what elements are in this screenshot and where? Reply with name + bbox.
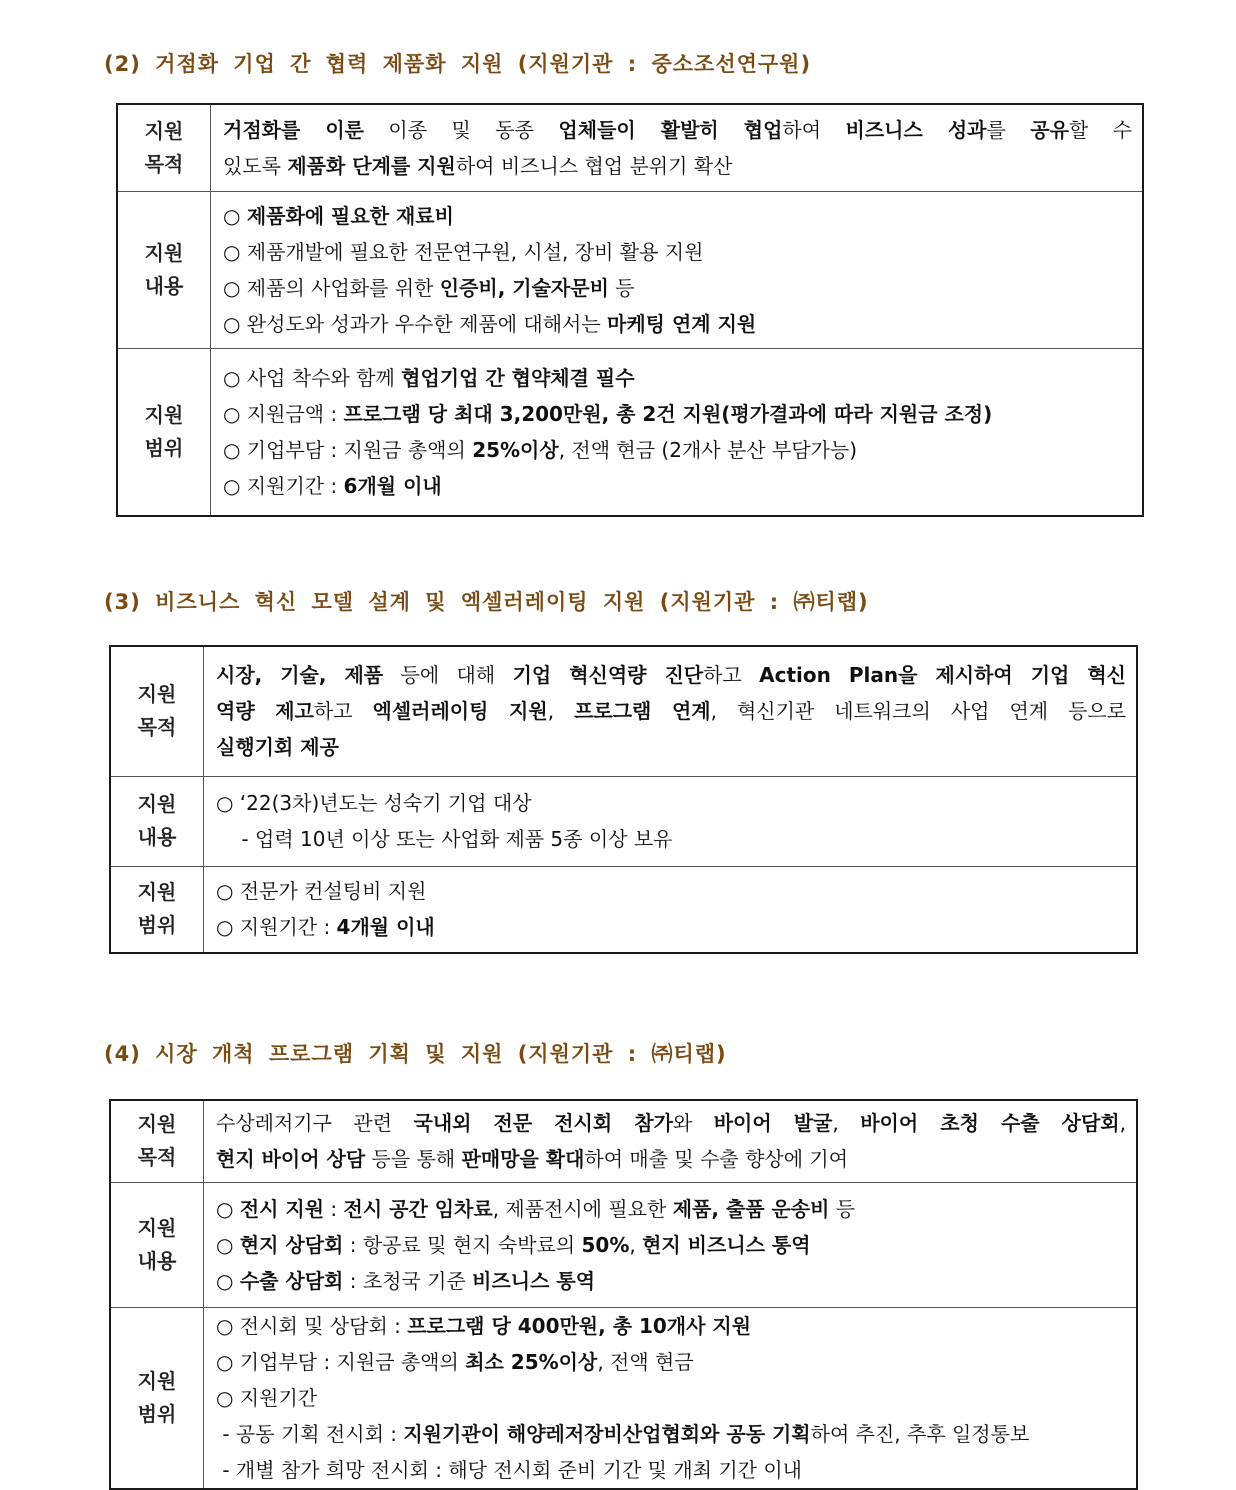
emphasis-text: 전시 지원 bbox=[239, 1196, 325, 1221]
body-text: 수상레저기구 관련 bbox=[216, 1111, 414, 1136]
content-line bbox=[216, 785, 1126, 821]
body-text: , 제품전시에 필요한 bbox=[492, 1196, 673, 1221]
emphasis-text: 수출 상담회 bbox=[239, 1268, 344, 1293]
emphasis-text: 현지 바이어 상담 bbox=[216, 1147, 366, 1172]
body-text: 하고 bbox=[313, 699, 373, 724]
body-text: ○ 기업부담 : 지원금 총액의 bbox=[216, 1349, 466, 1374]
row-content bbox=[211, 104, 1144, 191]
row-label: 지원 범위 bbox=[117, 348, 211, 516]
table-row bbox=[110, 776, 1137, 866]
emphasis-text: 시장, 기술, 제품 bbox=[216, 663, 384, 688]
emphasis-text: 기업 혁신역량 진단 bbox=[512, 663, 704, 688]
emphasis-text: 현지 상담회 bbox=[239, 1232, 344, 1257]
table-row bbox=[110, 1100, 1137, 1182]
row-label: 지원 내용 bbox=[110, 776, 204, 866]
support-table bbox=[109, 1099, 1138, 1490]
body-text: 를 bbox=[986, 117, 1031, 142]
emphasis-text: 제품, 출품 운송비 bbox=[672, 1196, 830, 1221]
content-line bbox=[216, 821, 1126, 857]
emphasis-text: 공유 bbox=[1030, 117, 1069, 142]
body-text: 등에 대해 bbox=[383, 663, 513, 688]
body-text: , 전액 현금 bbox=[597, 1349, 694, 1374]
body-text: , 전액 현금 (2개사 분산 부담가능) bbox=[558, 437, 858, 462]
emphasis-text: 제품화에 필요한 재료비 bbox=[246, 203, 454, 228]
body-text: : 초청국 기준 bbox=[343, 1268, 473, 1293]
content-line bbox=[216, 729, 1126, 765]
body-text: ○ bbox=[216, 1268, 240, 1293]
content-line bbox=[216, 1105, 1126, 1141]
body-text: ○ 지원기간 : bbox=[216, 915, 337, 940]
content-line bbox=[216, 657, 1126, 693]
body-text: 하고 bbox=[703, 663, 760, 688]
body-text: 하여 비즈니스 협업 분위기 확산 bbox=[455, 153, 733, 178]
table-row bbox=[117, 104, 1143, 191]
content-line bbox=[216, 1191, 1126, 1227]
emphasis-text: 전시 공간 임차료 bbox=[343, 1196, 493, 1221]
section-title: (3) 비즈니스 혁신 모델 설계 및 엑셀러레이팅 지원 (지원기관 : ㈜티랩) bbox=[104, 590, 869, 614]
emphasis-text: 프로그램 연계 bbox=[574, 699, 711, 724]
body-text: ○ bbox=[216, 1196, 240, 1221]
row-content bbox=[211, 348, 1144, 516]
body-text: ○ 완성도와 성과가 우수한 제품에 대해서는 bbox=[223, 311, 608, 336]
content-line bbox=[223, 112, 1132, 148]
body-text: 등을 통해 bbox=[365, 1147, 462, 1172]
body-text: , bbox=[547, 699, 575, 724]
body-text: ○ 전문가 컨설팅비 지원 bbox=[216, 879, 427, 904]
row-content bbox=[204, 1100, 1138, 1182]
content-line bbox=[216, 909, 1126, 945]
body-text: , bbox=[832, 1111, 861, 1136]
emphasis-text: 실행기회 제공 bbox=[216, 735, 339, 760]
emphasis-text: 25%이상 bbox=[472, 437, 559, 462]
row-content bbox=[204, 1307, 1138, 1489]
row-label: 지원 내용 bbox=[117, 191, 211, 348]
body-text: ○ 기업부담 : 지원금 총액의 bbox=[223, 437, 473, 462]
row-content bbox=[204, 646, 1138, 776]
content-line bbox=[216, 1416, 1126, 1452]
table-row bbox=[110, 1307, 1137, 1489]
emphasis-text: 판매망을 확대 bbox=[461, 1147, 585, 1172]
body-text: 있도록 bbox=[223, 153, 288, 178]
row-label: 지원 내용 bbox=[110, 1182, 204, 1307]
content-line bbox=[216, 1263, 1126, 1299]
content-line bbox=[223, 396, 1132, 432]
content-line bbox=[216, 1141, 1126, 1177]
content-line bbox=[223, 468, 1132, 504]
content-line bbox=[223, 148, 1132, 184]
row-label: 지원 목적 bbox=[110, 1100, 204, 1182]
emphasis-text: 업체들이 활발히 협업 bbox=[558, 117, 783, 142]
body-text: 할 수 bbox=[1068, 117, 1132, 142]
table-row bbox=[110, 1182, 1137, 1307]
section-title: (4) 시장 개척 프로그램 기획 및 지원 (지원기관 : ㈜티랩) bbox=[104, 1042, 727, 1066]
content-line bbox=[216, 1452, 1126, 1488]
emphasis-text: 비즈니스 성과 bbox=[845, 117, 987, 142]
content-line bbox=[223, 198, 1132, 234]
body-text: 등 bbox=[829, 1196, 856, 1221]
body-text: ○ 지원기간 : bbox=[223, 473, 344, 498]
emphasis-text: 50% bbox=[581, 1232, 630, 1257]
content-line bbox=[223, 234, 1132, 270]
section-title: (2) 거점화 기업 간 협력 제품화 지원 (지원기관 : 중소조선연구원) bbox=[104, 52, 812, 76]
body-text: - 공동 기획 전시회 : bbox=[216, 1421, 404, 1446]
content-line bbox=[223, 270, 1132, 306]
table-row bbox=[110, 866, 1137, 953]
body-text: ○ bbox=[223, 203, 247, 228]
body-text: - 개별 참가 희망 전시회 : 해당 전시회 준비 기간 및 개최 기간 이내 bbox=[216, 1457, 802, 1482]
emphasis-text: 지원기관이 해양레저장비산업협회와 공동 기획 bbox=[403, 1421, 811, 1446]
row-content bbox=[204, 776, 1138, 866]
emphasis-text: 마케팅 연계 지원 bbox=[607, 311, 757, 336]
body-text: ○ bbox=[216, 1232, 240, 1257]
body-text: : 항공료 및 현지 숙박료의 bbox=[343, 1232, 582, 1257]
body-text: 하여 추진, 추후 일정통보 bbox=[810, 1421, 1030, 1446]
content-line bbox=[223, 360, 1132, 396]
body-text: 이종 및 동종 bbox=[363, 117, 559, 142]
body-text: - 업력 10년 이상 또는 사업화 제품 5종 이상 보유 bbox=[216, 827, 673, 851]
row-content bbox=[204, 1182, 1138, 1307]
body-text: 하여 bbox=[782, 117, 846, 142]
body-text: : bbox=[324, 1196, 344, 1221]
content-line bbox=[216, 1227, 1126, 1263]
row-label: 지원 범위 bbox=[110, 866, 204, 953]
row-label: 지원 범위 bbox=[110, 1307, 204, 1489]
content-line bbox=[216, 1308, 1126, 1344]
content-line bbox=[223, 432, 1132, 468]
table-row bbox=[117, 348, 1143, 516]
emphasis-text: 4개월 이내 bbox=[336, 915, 435, 940]
emphasis-text: 프로그램 당 최대 3,200만원, 총 2건 지원(평가결과에 따라 지원금 조정) bbox=[343, 401, 993, 426]
body-text: ○ 사업 착수와 함께 bbox=[223, 365, 402, 390]
emphasis-text: 인증비, 기술자문비 bbox=[439, 275, 609, 300]
table-row bbox=[117, 191, 1143, 348]
content-line bbox=[216, 693, 1126, 729]
content-line bbox=[216, 873, 1126, 909]
row-label: 지원 목적 bbox=[117, 104, 211, 191]
emphasis-text: 국내외 전문 전시회 참가 bbox=[413, 1111, 673, 1136]
body-text: 와 bbox=[672, 1111, 714, 1136]
support-table bbox=[109, 645, 1138, 954]
emphasis-text: 바이어 발굴 bbox=[713, 1111, 833, 1136]
emphasis-text: 역량 제고 bbox=[216, 699, 314, 724]
row-content bbox=[211, 191, 1144, 348]
body-text: ○ 지원기간 bbox=[216, 1385, 318, 1410]
body-text: , bbox=[1119, 1111, 1126, 1136]
emphasis-text: 제품화 단계를 지원 bbox=[287, 153, 456, 178]
support-table bbox=[116, 103, 1144, 517]
body-text: ○ 전시회 및 상담회 : bbox=[216, 1313, 408, 1338]
body-text: ○ 제품개발에 필요한 전문연구원, 시설, 장비 활용 지원 bbox=[223, 239, 704, 264]
emphasis-text: Action Plan을 제시하여 기업 혁신 bbox=[759, 663, 1126, 688]
emphasis-text: 6개월 이내 bbox=[343, 473, 442, 498]
emphasis-text: 협업기업 간 협약체결 필수 bbox=[401, 365, 635, 390]
emphasis-text: 거점화를 이룬 bbox=[223, 117, 364, 142]
emphasis-text: 현지 비즈니스 통역 bbox=[642, 1232, 811, 1257]
emphasis-text: 최소 25%이상 bbox=[465, 1349, 598, 1374]
content-line bbox=[223, 306, 1132, 342]
row-label: 지원 목적 bbox=[110, 646, 204, 776]
body-text: , 혁신기관 네트워크의 사업 연계 등으로 bbox=[710, 699, 1127, 724]
content-line bbox=[216, 1380, 1126, 1416]
row-content bbox=[204, 866, 1138, 953]
emphasis-text: 비즈니스 통역 bbox=[472, 1268, 596, 1293]
body-text: ○ 지원금액 : bbox=[223, 401, 344, 426]
emphasis-text: 프로그램 당 400만원, 총 10개사 지원 bbox=[407, 1313, 752, 1338]
body-text: ○ 제품의 사업화를 위한 bbox=[223, 275, 440, 300]
emphasis-text: 바이어 초청 수출 상담회 bbox=[860, 1111, 1120, 1136]
emphasis-text: 엑셀러레이팅 지원 bbox=[372, 699, 548, 724]
body-text: 하여 매출 및 수출 향상에 기여 bbox=[584, 1147, 849, 1172]
body-text: 등 bbox=[608, 275, 635, 300]
content-line bbox=[216, 1344, 1126, 1380]
table-row bbox=[110, 646, 1137, 776]
body-text: ○ ‘22(3차)년도는 성숙기 기업 대상 bbox=[216, 791, 532, 815]
body-text: , bbox=[629, 1232, 643, 1257]
